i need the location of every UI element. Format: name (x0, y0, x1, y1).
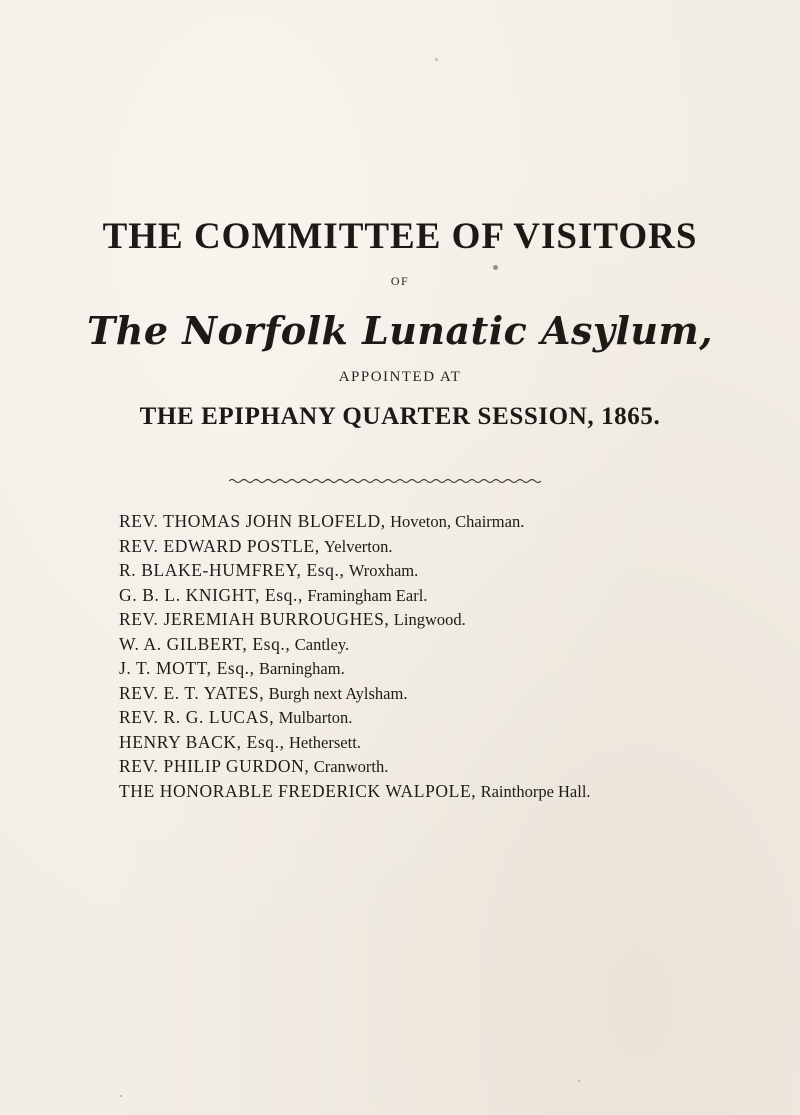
member-row (119, 558, 591, 583)
member-place: Yelverton. (324, 536, 393, 556)
member-place: Hoveton, Chairman. (390, 512, 525, 531)
member-row (119, 730, 591, 755)
member-row (119, 632, 591, 657)
member-name: W. A. GILBERT, Esq., (119, 633, 291, 654)
member-place: Cranworth. (313, 757, 389, 776)
member-name: REV. EDWARD POSTLE, (119, 535, 320, 556)
member-place: Mulbarton. (278, 708, 353, 727)
of-label: OF (390, 274, 410, 288)
paper-speck (578, 1080, 580, 1082)
member-row (119, 779, 591, 804)
member-row (119, 583, 591, 608)
member-place: Rainthorpe Hall. (480, 781, 591, 801)
member-name: REV. E. T. YATES, (119, 682, 265, 703)
member-row (119, 607, 591, 632)
member-row (119, 754, 591, 779)
member-list (119, 509, 591, 803)
member-row (119, 681, 591, 706)
institution-name: The Norfolk Lunatic Asylum, (86, 308, 713, 353)
paper-speck (493, 265, 498, 270)
member-place: Framingham Earl. (307, 585, 428, 605)
member-place: Burgh next Aylsham. (268, 683, 408, 703)
paper-speck (120, 1095, 122, 1097)
member-row (119, 509, 591, 534)
member-name: G. B. L. KNIGHT, Esq., (119, 584, 303, 605)
member-place: Cantley. (294, 634, 350, 654)
member-name: REV. R. G. LUCAS, (119, 707, 275, 727)
page-title: THE COMMITTEE OF VISITORS (102, 216, 698, 257)
member-place: Wroxham. (348, 561, 419, 580)
member-row (119, 656, 591, 681)
member-row (119, 534, 591, 559)
ornamental-wavy-rule (229, 476, 541, 486)
session-heading: THE EPIPHANY QUARTER SESSION, 1865. (139, 403, 661, 430)
paper-speck (435, 58, 438, 61)
member-place: Barningham. (259, 659, 345, 678)
member-name: R. BLAKE-HUMFREY, Esq., (119, 560, 345, 580)
member-name: REV. THOMAS JOHN BLOFELD, (119, 511, 386, 531)
member-name: REV. JEREMIAH BURROUGHES, (119, 609, 390, 629)
member-name: J. T. MOTT, Esq., (119, 658, 255, 678)
member-place: Hethersett. (288, 732, 361, 752)
member-row (119, 705, 591, 730)
member-name: REV. PHILIP GURDON, (119, 756, 310, 776)
member-place: Lingwood. (393, 610, 466, 629)
member-name: HENRY BACK, Esq., (119, 731, 285, 752)
appointed-label: APPOINTED AT (338, 369, 462, 385)
member-name: THE HONORABLE FREDERICK WALPOLE, (119, 780, 477, 801)
